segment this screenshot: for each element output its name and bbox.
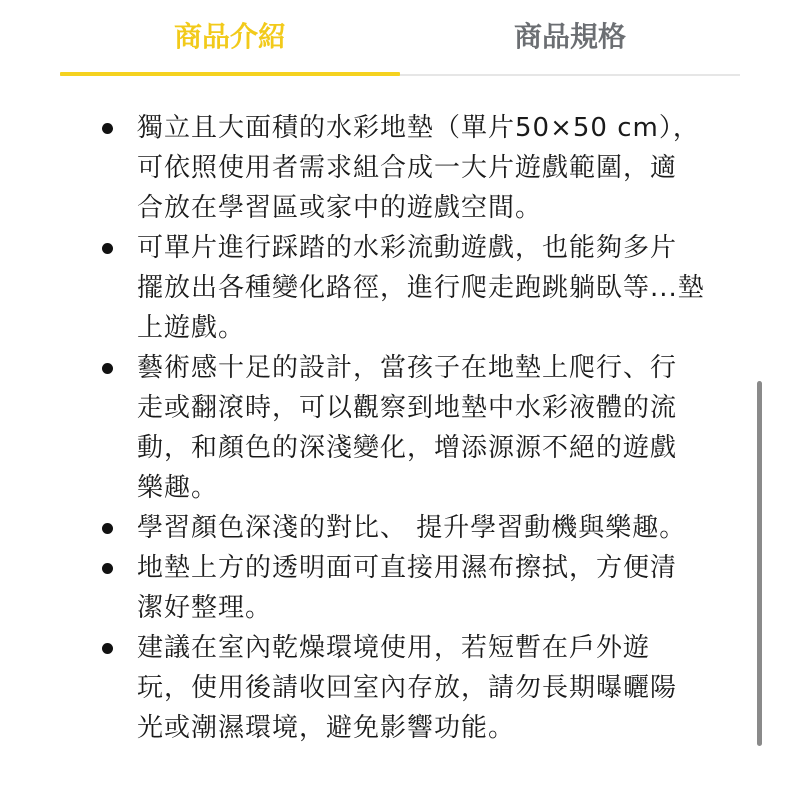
text-line: 潔好整理。 [137,593,273,623]
list-item [0,108,760,228]
list-item [0,628,760,748]
text-line: 合放在學習區或家中的遊戲空間。 [137,193,543,223]
product-tabs [60,0,740,78]
text-line: 地墊上方的透明面可直接用濕布擦拭，方便清 [137,553,678,583]
text-line: 玩，使用後請收回室內存放，請勿長期曝曬陽 [137,673,678,703]
product-description [0,108,760,748]
bullet-icon [102,243,113,254]
text-line: 走或翻滾時，可以觀察到地墊中水彩液體的流 [137,393,678,423]
text-line: 光或潮濕環境，避免影響功能。 [137,713,516,743]
tab-label: 商品規格 [513,20,626,53]
bullet-icon [102,523,113,534]
text-line: 可單片進行踩踏的水彩流動遊戲，也能夠多片 [137,233,678,263]
text-line: 獨立且大面積的水彩地墊（單片50×50 cm）， [137,113,700,143]
list-item [0,228,760,348]
text-line: 上遊戲。 [137,313,246,343]
vertical-scrollbar[interactable] [757,381,762,746]
text-line: 擺放出各種變化路徑，進行爬走跑跳躺臥等...墊 [137,273,705,303]
list-item [0,548,760,628]
bullet-icon [102,563,113,574]
text-line: 建議在室內乾燥環境使用，若短暫在戶外遊 [137,633,651,663]
list-item [0,508,760,548]
list-item [0,348,760,508]
tab-product-specs[interactable] [400,0,740,78]
bullet-icon [102,123,113,134]
text-line: 學習顏色深淺的對比、 提升學習動機與樂趣。 [137,513,687,543]
text-line: 藝術感十足的設計，當孩子在地墊上爬行、行 [137,353,678,383]
tab-product-intro[interactable] [60,0,400,78]
feature-list [0,108,760,748]
active-tab-indicator [60,72,400,76]
text-line: 可依照使用者需求組合成一大片遊戲範圍，適 [137,153,678,183]
bullet-icon [102,643,113,654]
text-line: 樂趣。 [137,473,219,503]
text-line: 動，和顏色的深淺變化，增添源源不絕的遊戲 [137,433,678,463]
bullet-icon [102,363,113,374]
tab-label: 商品介紹 [173,20,286,53]
